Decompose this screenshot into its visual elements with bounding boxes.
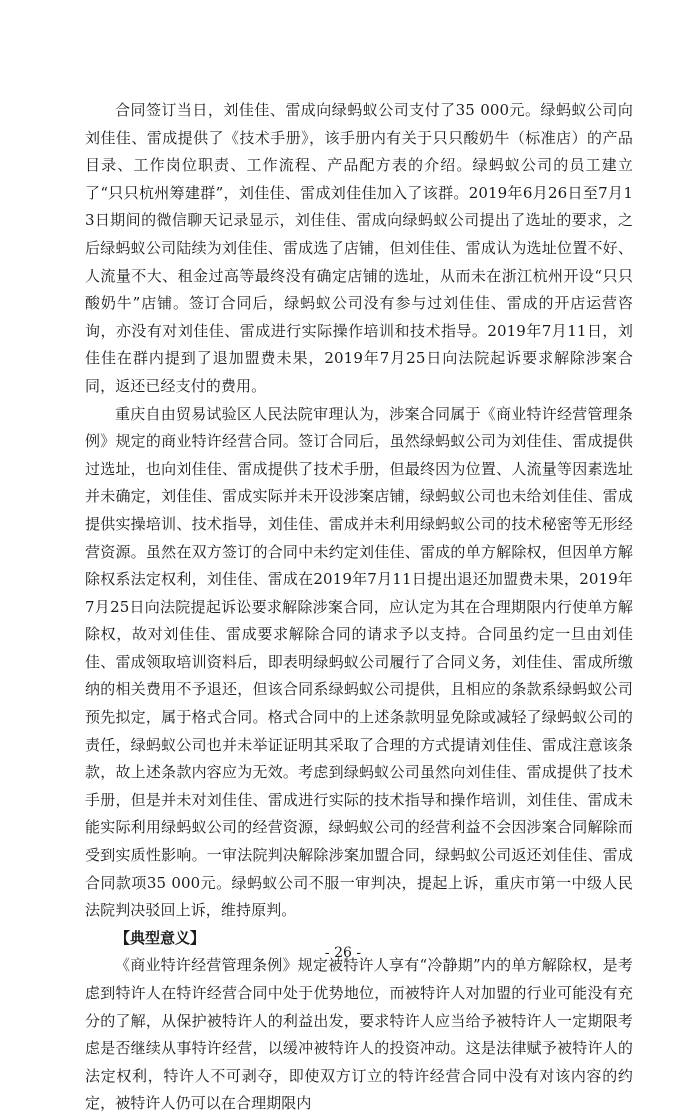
paragraph-typical-significance: 《商业特许经营管理条例》规定被特许人享有“冷静期”内的单方解除权，是考虑到特许人在特许经营合同中处于优势地位，而被特许人对加盟的行业可能没有充分的了解，从保护被特许人的利益出发，要求特许人应当给予被特许人一定期限考虑是否继续从事特许经营，以缓冲被特许人的投资冲动。这是法律赋予被特许人的法定权利，特许人不可剥夺，即使双方订立的特许经营合同中没有对该内容的约定，被特许人仍可以在合理期限内 [85, 956, 633, 1113]
page-number: - 26 - [324, 945, 362, 961]
document-body [85, 97, 633, 1118]
paragraph-court-reasoning: 重庆自由贸易试验区人民法院审理认为，涉案合同属于《商业特许经营管理条例》规定的商业特许经营合同。签订合同后，虽然绿蚂蚁公司为刘佳佳、雷成提供过选址，也向刘佳佳、雷成提供了技术手册，但最终因为位置、人流量等因素选址并未确定，刘佳佳、雷成实际并未开设涉案店铺，绿蚂蚁公司也未给刘佳佳、雷成提供实操培训、技术指导，刘佳佳、雷成并未利用绿蚂蚁公司的技术秘密等无形经营资源。虽然在双方签订的合同中未约定刘佳佳、雷成的单方解除权，但因单方解除权系法定权利，刘佳佳、雷成在2019年7月11日提出退还加盟费未果，2019年7月25日向法院提起诉讼要求解除涉案合同，应认定为其在合理期限内行使单方解除权，故对刘佳佳、雷成要求解除合同的请求予以支持。合同虽约定一旦由刘佳佳、雷成领取培训资料后，即表明绿蚂蚁公司履行了合同义务，刘佳佳、雷成所缴纳的相关费用不予退还，但该合同系绿蚂蚁公司提供，且相应的条款系绿蚂蚁公司预先拟定，属于格式合同。格式合同中的上述条款明显免除或减轻了绿蚂蚁公司的责任，绿蚂蚁公司也并未举证证明其采取了合理的方式提请刘佳佳、雷成注意该条款，故上述条款内容应为无效。考虑到绿蚂蚁公司虽然向刘佳佳、雷成提供了技术手册，但是并未对刘佳佳、雷成进行实际的技术指导和操作培训，刘佳佳、雷成未能实际利用绿蚂蚁公司的经营资源，绿蚂蚁公司的经营利益不会因涉案合同解除而受到实质性影响。一审法院判决解除涉案加盟合同，绿蚂蚁公司返还刘佳佳、雷成合同款项35 000元。绿蚂蚁公司不服一审判决，提起上诉，重庆市第一中级人民法院判决驳回上诉，维持原判。 [85, 404, 633, 920]
paragraph-contract-facts: 合同签订当日，刘佳佳、雷成向绿蚂蚁公司支付了35 000元。绿蚂蚁公司向刘佳佳、雷成提供了《技术手册》，该手册内有关于只只酸奶牛（标准店）的产品目录、工作岗位职责、工作流程、产品配方表的介绍。绿蚂蚁公司的员工建立了“只只杭州筹建群”，刘佳佳、雷成刘佳佳加入了该群。2019年6月26日至7月13日期间的微信聊天记录显示，刘佳佳、雷成向绿蚂蚁公司提出了选址的要求，之后绿蚂蚁公司陆续为刘佳佳、雷成选了店铺，但刘佳佳、雷成认为选址位置不好、人流量不大、租金过高等最终没有确定店铺的选址，从而未在浙江杭州开设“只只酸奶牛”店铺。签订合同后，绿蚂蚁公司没有参与过刘佳佳、雷成的开店运营咨询，亦没有对刘佳佳、雷成进行实际操作培训和技术指导。2019年7月11日，刘佳佳在群内提到了退加盟费未果，2019年7月25日向法院起诉要求解除涉案合同，返还已经支付的费用。 [85, 101, 633, 395]
section-heading-typical-significance: 【典型意义】 [115, 928, 206, 947]
